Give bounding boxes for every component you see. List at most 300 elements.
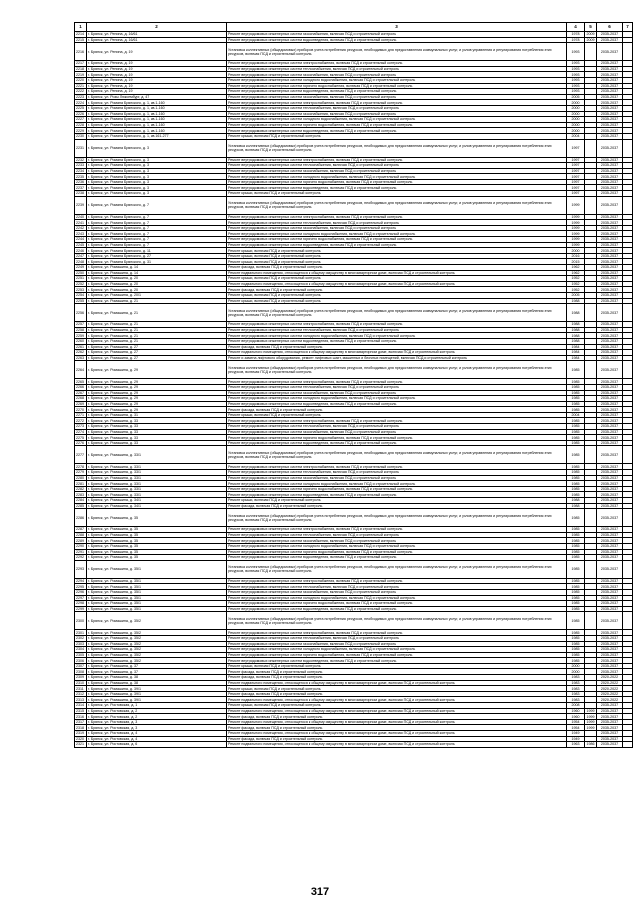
work-type-cell: Ремонт внутридомовых инженерных систем газоснабжения, включая ПСД и строительный контроль [227, 168, 567, 174]
planned-period-cell: 2035-2037 [597, 503, 623, 509]
row-number-cell: 2266 [75, 384, 87, 390]
work-type-cell: Ремонт внутридомовых инженерных систем электроснабжения, включая ПСД и строительный контроль [227, 157, 567, 163]
row-number-cell: 2241 [75, 220, 87, 226]
commission-year-cell: 1997 [567, 168, 585, 174]
address-cell: г. Брянск, ул. Ромашина, д. 35/1 [87, 584, 227, 590]
work-type-cell: Ремонт крыши, включая ПСД и строительный контроль [227, 686, 567, 692]
last-repair-year-cell: 1999 [586, 725, 595, 730]
address-cell: г. Брянск, ул. Романа Брянского, д. 1, кв.1-160 [87, 117, 227, 123]
row-number-cell: 2246 [75, 248, 87, 254]
row-number-cell: 2308 [75, 669, 87, 675]
table-row [75, 446, 633, 464]
planned-period-cell: 2035-2037 [597, 66, 623, 72]
row-number-cell: 2217 [75, 61, 87, 67]
commission-year-cell: 2000 [567, 111, 585, 117]
work-type-cell: Ремонт внутридомовых инженерных систем газоснабжения, включая ПСД и строительный контроль [227, 429, 567, 435]
work-type-cell: Ремонт внутридомовых инженерных систем теплоснабжения, включая ПСД и строительный контроль [227, 66, 567, 72]
work-type-cell: Ремонт внутридомовых инженерных систем холодного водоснабжения, включая ПСД и строительный контроль [227, 231, 567, 237]
planned-period-cell: 2035-2037 [597, 641, 623, 647]
planned-period-cell: 2035-2037 [597, 248, 623, 254]
commission-year-cell: 1997 [567, 174, 585, 180]
row-number-cell: 2289 [75, 538, 87, 544]
planned-period-cell: 2035-2037 [597, 287, 623, 293]
row-number-cell: 2277 [75, 446, 87, 464]
row-number-cell: 2280 [75, 475, 87, 481]
work-type-cell: Ремонт внутридомовых инженерных систем электроснабжения, включая ПСД и строительный контроль [227, 61, 567, 67]
work-type-cell: Установка коллективных (общедомовых) приборов учета потребления ресурсов, необходимых для предоставления коммунальных услуг, и узлов управления и регулирования потребления этих ресурсов, включая ПСД и строительный контроль [227, 446, 567, 464]
row-number-cell: 2236 [75, 179, 87, 185]
planned-period-cell: 2035-2037 [597, 714, 623, 720]
row-number-cell: 2287 [75, 527, 87, 533]
planned-period-cell: 2035-2037 [597, 527, 623, 533]
planned-period-cell: 2035-2037 [597, 584, 623, 590]
planned-period-cell: 2035-2037 [597, 214, 623, 220]
address-cell: г. Брянск, ул. Романа Брянского, д. 3 [87, 139, 227, 157]
row-number-cell: 2304 [75, 647, 87, 653]
planned-period-cell: 2035-2037 [597, 174, 623, 180]
address-cell: г. Брянск, ул. Романа Брянского, д. 7 [87, 214, 227, 220]
work-type-cell: Ремонт внутридомовых инженерных систем теплоснабжения, включая ПСД и строительный контроль [227, 163, 567, 169]
planned-period-cell: 2035-2037 [597, 185, 623, 191]
planned-period-cell: 2020-2022 [597, 691, 623, 697]
planned-period-cell: 2035-2037 [597, 549, 623, 555]
row-number-cell: 2245 [75, 242, 87, 248]
address-cell: г. Брянск, ул. Ромашина, д. 21 [87, 338, 227, 344]
planned-period-cell: 2035-2037 [597, 578, 623, 584]
commission-year-cell: 1985 [567, 407, 585, 413]
commission-year-cell: 1985 [567, 532, 585, 538]
work-type-cell: Ремонт внутридомовых инженерных систем холодного водоснабжения, включая ПСД и строительный контроль [227, 481, 567, 487]
row-number-cell: 2240 [75, 214, 87, 220]
planned-period-cell: 2035-2037 [597, 612, 623, 630]
work-type-cell: Ремонт внутридомовых инженерных систем водоотведения, включая ПСД и строительный контроль [227, 185, 567, 191]
row-number-cell: 2256 [75, 304, 87, 322]
address-cell: г. Брянск, ул. Ромашина, д. 39/1 [87, 686, 227, 692]
work-type-cell: Ремонт крыши, включая ПСД и строительный контроль [227, 663, 567, 669]
header-cell: 7 [623, 23, 633, 32]
address-cell: г. Брянск, ул. Романа Брянского, д. 1, кв.1-160 [87, 122, 227, 128]
planned-period-cell: 2035-2037 [597, 168, 623, 174]
row-number-cell: 2316 [75, 714, 87, 720]
row-number-cell: 2255 [75, 298, 87, 304]
planned-period-cell: 2035-2037 [597, 429, 623, 435]
commission-year-cell: 1949 [567, 731, 585, 737]
row-number-cell: 2288 [75, 532, 87, 538]
work-type-cell: Ремонт внутридомовых инженерных систем электроснабжения, включая ПСД и строительный контроль [227, 527, 567, 533]
commission-year-cell: 1952 [567, 281, 585, 287]
work-type-cell: Ремонт внутридомовых инженерных систем холодного водоснабжения, включая ПСД и строительный контроль [227, 174, 567, 180]
planned-period-cell: 2035-2037 [597, 703, 623, 709]
row-number-cell: 2319 [75, 731, 87, 737]
address-cell: г. Брянск, ул. Ромашина, д. 20 [87, 287, 227, 293]
work-type-cell: Ремонт внутридомовых инженерных систем горячего водоснабжения, включая ПСД и строительный контроль [227, 83, 567, 89]
row-number-cell: 2229 [75, 128, 87, 134]
planned-period-cell: 2035-2037 [597, 355, 623, 361]
planned-period-cell: 2035-2037 [597, 100, 623, 106]
work-type-cell: Ремонт внутридомовых инженерных систем электроснабжения, включая ПСД и строительный контроль [227, 379, 567, 385]
work-type-cell: Ремонт фасада, включая ПСД и строительный контроль [227, 691, 567, 697]
row-number-cell: 2275 [75, 435, 87, 441]
planned-period-cell: 2035-2037 [597, 128, 623, 134]
work-type-cell: Ремонт крыши, включая ПСД и строительный контроль [227, 292, 567, 298]
planned-period-cell: 2035-2037 [597, 231, 623, 237]
planned-period-cell: 2035-2037 [597, 122, 623, 128]
work-type-cell: Ремонт внутридомовых инженерных систем электроснабжения, включая ПСД и строительный контроль [227, 464, 567, 470]
work-type-cell: Ремонт крыши, включая ПСД и строительный контроль [227, 498, 567, 504]
planned-period-cell: 2035-2037 [597, 486, 623, 492]
row-number-cell: 2250 [75, 270, 87, 276]
row-number-cell: 2228 [75, 122, 87, 128]
last-repair-year-cell: 1999 [586, 720, 595, 725]
row-number-cell: 2281 [75, 481, 87, 487]
last-repair-year-cell: 1999 [586, 714, 595, 719]
address-cell: г. Брянск, ул. Романа Брянского, д. 3 [87, 191, 227, 197]
address-cell: г. Брянск, ул. Ромашина, д. 21 [87, 304, 227, 322]
address-cell: г. Брянск, ул. Ромашина, д. 35/2 [87, 612, 227, 630]
address-cell: г. Брянск, ул. Романа Брянского, д. 11 [87, 248, 227, 254]
work-type-cell: Ремонт подвального помещения, относящегося к общему имуществу в многоквартирном доме, включая ПСД и строительный контроль [227, 708, 567, 714]
last-repair-year-cell [585, 361, 597, 379]
address-cell: г. Брянск, ул. Ромашина, д. 33 [87, 424, 227, 430]
planned-period-cell: 2035-2037 [597, 708, 623, 714]
row-number-cell: 2233 [75, 163, 87, 169]
address-cell: г. Брянск, ул. Ромашина, д. 29 [87, 390, 227, 396]
row-number-cell: 2238 [75, 191, 87, 197]
commission-year-cell: 1993 [567, 66, 585, 72]
work-type-cell: Ремонт внутридомовых инженерных систем холодного водоснабжения, включая ПСД и строительный контроль [227, 595, 567, 601]
address-cell: г. Брянск, ул. Репина, д. 19 [87, 72, 227, 78]
address-cell: г. Брянск, ул. Ромашина, д. 34/1 [87, 503, 227, 509]
row-number-cell: 2297 [75, 595, 87, 601]
commission-year-cell: 1999 [567, 242, 585, 248]
commission-year-cell: 1993 [567, 83, 585, 89]
planned-period-cell: 2035-2037 [597, 736, 623, 742]
empty-cell [623, 446, 633, 464]
planned-period-cell: 2035-2037 [597, 77, 623, 83]
row-number-cell: 2298 [75, 601, 87, 607]
planned-period-cell: 2035-2037 [597, 163, 623, 169]
address-cell: г. Брянск, ул. Ромашина, д. 35/1 [87, 606, 227, 612]
row-number-cell: 2222 [75, 89, 87, 95]
commission-year-cell: 1985 [567, 589, 585, 595]
work-type-cell: Ремонт фасада, включая ПСД и строительный контроль [227, 725, 567, 731]
work-type-cell: Установка коллективных (общедомовых) приборов учета потребления ресурсов, необходимых для предоставления коммунальных услуг, и узлов управления и регулирования потребления этих ресурсов, включая ПСД и строительный контроль [227, 196, 567, 214]
row-number-cell: 2284 [75, 498, 87, 504]
work-type-cell: Ремонт внутридомовых инженерных систем теплоснабжения, включая ПСД и строительный контроль [227, 584, 567, 590]
empty-cell [623, 139, 633, 157]
work-type-cell: Ремонт внутридомовых инженерных систем электроснабжения, включая ПСД и строительный контроль [227, 578, 567, 584]
planned-period-cell: 2035-2037 [597, 424, 623, 430]
address-cell: г. Брянск, ул. Романа Брянского, д. 3 [87, 168, 227, 174]
commission-year-cell: 1993 [567, 72, 585, 78]
row-number-cell: 2224 [75, 100, 87, 106]
commission-year-cell: 1985 [567, 509, 585, 527]
header-cell: 6 [597, 23, 623, 32]
planned-period-cell: 2035-2037 [597, 647, 623, 653]
work-type-cell: Ремонт внутридомовых инженерных систем водоотведения, включая ПСД и строительный контроль [227, 128, 567, 134]
commission-year-cell: 1985 [567, 595, 585, 601]
planned-period-cell: 2035-2037 [597, 498, 623, 504]
row-number-cell: 2282 [75, 486, 87, 492]
commission-year-cell: 1985 [567, 418, 585, 424]
last-repair-year-cell [585, 446, 597, 464]
row-number-cell: 2269 [75, 401, 87, 407]
commission-year-cell: 1988 [567, 327, 585, 333]
planned-period-cell: 2035-2037 [597, 481, 623, 487]
work-type-cell: Ремонт подвального помещения, относящегося к общему имуществу в многоквартирном доме, включая ПСД и строительный контроль [227, 350, 567, 356]
work-type-cell: Установка коллективных (общедомовых) приборов учета потребления ресурсов, необходимых для предоставления коммунальных услуг, и узлов управления и регулирования потребления этих ресурсов, включая ПСД и строительный контроль [227, 509, 567, 527]
program-table-container [74, 22, 632, 748]
header-cell: 1 [75, 23, 87, 32]
commission-year-cell: 1985 [567, 475, 585, 481]
commission-year-cell: 2000 [567, 100, 585, 106]
commission-year-cell: 1999 [567, 220, 585, 226]
planned-period-cell: 2035-2037 [597, 532, 623, 538]
row-number-cell: 2294 [75, 578, 87, 584]
work-type-cell: Ремонт внутридомовых инженерных систем газоснабжения, включая ПСД и строительный контроль [227, 475, 567, 481]
planned-period-cell: 2035-2037 [597, 333, 623, 339]
work-type-cell: Ремонт внутридомовых инженерных систем водоотведения, включая ПСД и строительный контроль [227, 401, 567, 407]
planned-period-cell: 2035-2037 [597, 492, 623, 498]
address-cell: г. Брянск, ул. Романа Брянского, д. 7 [87, 225, 227, 231]
planned-period-cell: 2035-2037 [597, 725, 623, 731]
work-type-cell: Ремонт подвального помещения, относящегося к общему имуществу в многоквартирном доме, включая ПСД и строительный контроль [227, 742, 567, 748]
address-cell: г. Брянск, ул. Репина, д. 19 [87, 77, 227, 83]
commission-year-cell: 1993 [567, 77, 585, 83]
row-number-cell: 2259 [75, 333, 87, 339]
address-cell: г. Брянск, ул. Ростовская, д. 3 [87, 719, 227, 725]
row-number-cell: 2311 [75, 686, 87, 692]
commission-year-cell: 1985 [567, 538, 585, 544]
row-number-cell: 2225 [75, 105, 87, 111]
row-number-cell: 2262 [75, 350, 87, 356]
address-cell: г. Брянск, ул. Ромашина, д. 29 [87, 384, 227, 390]
table-row [75, 509, 633, 527]
work-type-cell: Ремонт внутридомовых инженерных систем холодного водоснабжения, включая ПСД и строительный контроль [227, 77, 567, 83]
commission-year-cell: 1954 [567, 725, 585, 731]
work-type-cell: Ремонт внутридомовых инженерных систем газоснабжения, включая ПСД и строительный контроль [227, 390, 567, 396]
table-row [75, 742, 633, 748]
row-number-cell: 2239 [75, 196, 87, 214]
commission-year-cell: 1978 [567, 32, 585, 38]
row-number-cell: 2273 [75, 424, 87, 430]
address-cell: г. Брянск, ул. Романа Брянского, д. 7 [87, 242, 227, 248]
work-type-cell: Ремонт фасада, включая ПСД и строительный контроль [227, 736, 567, 742]
row-number-cell: 2221 [75, 83, 87, 89]
address-cell: г. Брянск, ул. Розы Люксембург, д. 47 [87, 94, 227, 100]
commission-year-cell: 1962 [567, 265, 585, 271]
work-type-cell: Ремонт внутридомовых инженерных систем газоснабжения, включая ПСД и строительный контроль [227, 72, 567, 78]
commission-year-cell: 1985 [567, 429, 585, 435]
planned-period-cell: 2035-2037 [597, 440, 623, 446]
row-number-cell: 2312 [75, 691, 87, 697]
work-type-cell: Ремонт внутридомовых инженерных систем горячего водоснабжения, включая ПСД и строительный контроль [227, 122, 567, 128]
row-number-cell: 2292 [75, 555, 87, 561]
commission-year-cell: 1983 [567, 691, 585, 697]
empty-cell [623, 560, 633, 578]
row-number-cell: 2216 [75, 43, 87, 61]
row-number-cell: 2271 [75, 412, 87, 418]
commission-year-cell: 1999 [567, 196, 585, 214]
planned-period-cell: 2035-2037 [597, 635, 623, 641]
empty-cell [623, 43, 633, 61]
address-cell: г. Брянск, ул. Ромашина, д. 34/1 [87, 498, 227, 504]
planned-period-cell: 2035-2037 [597, 225, 623, 231]
work-type-cell: Ремонт внутридомовых инженерных систем горячего водоснабжения, включая ПСД и строительный контроль [227, 652, 567, 658]
row-number-cell: 2237 [75, 185, 87, 191]
planned-period-cell: 2035-2037 [597, 361, 623, 379]
planned-period-cell: 2035-2037 [597, 418, 623, 424]
address-cell: г. Брянск, ул. Ромашина, д. 21 [87, 298, 227, 304]
address-cell: г. Брянск, ул. Ромашина, д. 37 [87, 663, 227, 669]
address-cell: г. Брянск, ул. Романа Брянского, д. 27 [87, 253, 227, 259]
address-cell: г. Брянск, ул. Романа Брянского, д. 1, кв.1-160 [87, 100, 227, 106]
address-cell: г. Брянск, ул. Ромашина, д. 27 [87, 350, 227, 356]
work-type-cell: Ремонт внутридомовых инженерных систем газоснабжения, включая ПСД и строительный контроль [227, 111, 567, 117]
commission-year-cell: 1999 [567, 231, 585, 237]
work-type-cell: Ремонт крыши, включая ПСД и строительный контроль [227, 253, 567, 259]
work-type-cell: Ремонт внутридомовых инженерных систем газоснабжения, включая ПСД и строительный контроль [227, 94, 567, 100]
commission-year-cell: 2000 [567, 128, 585, 134]
planned-period-cell: 2035-2037 [597, 270, 623, 276]
commission-year-cell: 1985 [567, 658, 585, 664]
address-cell: г. Брянск, ул. Ромашина, д. 21 [87, 327, 227, 333]
commission-year-cell: 1993 [567, 61, 585, 67]
table-row [75, 196, 633, 214]
row-number-cell: 2219 [75, 72, 87, 78]
commission-year-cell: 1988 [567, 322, 585, 328]
empty-cell [623, 304, 633, 322]
row-number-cell: 2279 [75, 470, 87, 476]
commission-year-cell: 1997 [567, 139, 585, 157]
row-number-cell: 2232 [75, 157, 87, 163]
commission-year-cell: 2000 [567, 105, 585, 111]
work-type-cell: Ремонт внутридомовых инженерных систем теплоснабжения, включая ПСД и строительный контроль [227, 470, 567, 476]
row-number-cell: 2314 [75, 703, 87, 709]
row-number-cell: 2309 [75, 675, 87, 681]
work-type-cell: Ремонт внутридомовых инженерных систем газоснабжения, включая ПСД и строительный контроль [227, 589, 567, 595]
planned-period-cell: 2035-2037 [597, 350, 623, 356]
planned-period-cell: 2035-2037 [597, 37, 623, 43]
address-cell: г. Брянск, ул. Ромашина, д. 35 [87, 543, 227, 549]
commission-year-cell: 1997 [567, 163, 585, 169]
address-cell: г. Брянск, ул. Ромашина, д. 29 [87, 407, 227, 413]
work-type-cell: Ремонт фасада, включая ПСД и строительный контроль [227, 714, 567, 720]
commission-year-cell: 1985 [567, 435, 585, 441]
planned-period-cell: 2035-2037 [597, 237, 623, 243]
address-cell: г. Брянск, ул. Романа Брянского, д. 31 [87, 259, 227, 265]
empty-cell [623, 196, 633, 214]
header-cell: 2 [87, 23, 227, 32]
work-type-cell: Ремонт крыши, включая ПСД и строительный контроль [227, 259, 567, 265]
commission-year-cell: 1949 [567, 736, 585, 742]
row-number-cell: 2235 [75, 174, 87, 180]
commission-year-cell: 1985 [567, 464, 585, 470]
planned-period-cell: 2035-2037 [597, 475, 623, 481]
row-number-cell: 2214 [75, 32, 87, 38]
address-cell: г. Брянск, ул. Романа Брянского, д. 7 [87, 220, 227, 226]
work-type-cell: Ремонт внутридомовых инженерных систем теплоснабжения, включая ПСД и строительный контроль [227, 384, 567, 390]
planned-period-cell: 2035-2037 [597, 658, 623, 664]
commission-year-cell: 2004 [567, 133, 585, 139]
planned-period-cell: 2035-2037 [597, 242, 623, 248]
row-number-cell: 2264 [75, 361, 87, 379]
work-type-cell: Ремонт внутридомовых инженерных систем водоотведения, включая ПСД и строительный контроль [227, 606, 567, 612]
commission-year-cell: 2000 [567, 669, 585, 675]
work-type-cell: Ремонт внутридомовых инженерных систем теплоснабжения, включая ПСД и строительный контроль [227, 220, 567, 226]
address-cell: г. Брянск, ул. Ромашина, д. 37 [87, 669, 227, 675]
row-number-cell: 2320 [75, 736, 87, 742]
planned-period-cell: 2035-2037 [597, 32, 623, 38]
work-type-cell: Ремонт крыши, включая ПСД и строительный контроль [227, 133, 567, 139]
work-type-cell: Ремонт фасада, включая ПСД и строительный контроль [227, 344, 567, 350]
work-type-cell: Ремонт внутридомовых инженерных систем электроснабжения, включая ПСД и строительный контроль [227, 214, 567, 220]
row-number-cell: 2263 [75, 355, 87, 361]
row-number-cell: 2318 [75, 725, 87, 731]
commission-year-cell: 1983 [567, 675, 585, 681]
commission-year-cell: 1985 [567, 578, 585, 584]
work-type-cell: Ремонт фасада, включая ПСД и строительный контроль [227, 265, 567, 271]
commission-year-cell: 1993 [567, 43, 585, 61]
planned-period-cell: 2035-2037 [597, 446, 623, 464]
planned-period-cell: 2035-2037 [597, 555, 623, 561]
work-type-cell: Ремонт подвального помещения, относящегося к общему имуществу в многоквартирном доме, включая ПСД и строительный контроль [227, 281, 567, 287]
commission-year-cell: 1962 [567, 270, 585, 276]
row-number-cell: 2223 [75, 94, 87, 100]
work-type-cell: Ремонт внутридомовых инженерных систем теплоснабжения, включая ПСД и строительный контроль [227, 635, 567, 641]
commission-year-cell: 1984 [567, 344, 585, 350]
row-number-cell: 2265 [75, 379, 87, 385]
address-cell: г. Брянск, ул. Ромашина, д. 20 [87, 276, 227, 282]
address-cell: г. Брянск, ул. Романа Брянского, д. 1, кв.1-160 [87, 111, 227, 117]
work-type-cell: Ремонт крыши, включая ПСД и строительный контроль [227, 191, 567, 197]
row-number-cell: 2244 [75, 237, 87, 243]
row-number-cell: 2242 [75, 225, 87, 231]
planned-period-cell: 2035-2037 [597, 384, 623, 390]
work-type-cell: Ремонт внутридомовых инженерных систем теплоснабжения, включая ПСД и строительный контроль [227, 105, 567, 111]
row-number-cell: 2293 [75, 560, 87, 578]
work-type-cell: Ремонт внутридомовых инженерных систем холодного водоснабжения, включая ПСД и строительный контроль [227, 396, 567, 402]
work-type-cell: Ремонт внутридомовых инженерных систем водоотведения, включая ПСД и строительный контроль [227, 37, 567, 43]
planned-period-cell: 2035-2037 [597, 595, 623, 601]
commission-year-cell: 1985 [567, 641, 585, 647]
table-row [75, 361, 633, 379]
planned-period-cell: 2035-2037 [597, 139, 623, 157]
commission-year-cell: 1985 [567, 647, 585, 653]
work-type-cell: Ремонт внутридомовых инженерных систем водоотведения, включая ПСД и строительный контроль [227, 338, 567, 344]
address-cell: г. Брянск, ул. Репина, д. 16/61 [87, 32, 227, 38]
address-cell: г. Брянск, ул. Ростовская, д. 2 [87, 708, 227, 714]
commission-year-cell: 1985 [567, 481, 585, 487]
work-type-cell: Ремонт внутридомовых инженерных систем холодного водоснабжения, включая ПСД и строительный контроль [227, 117, 567, 123]
address-cell: г. Брянск, ул. Ростовская, д. 4 [87, 736, 227, 742]
work-type-cell: Ремонт внутридомовых инженерных систем газоснабжения, включая ПСД и строительный контроль [227, 641, 567, 647]
planned-period-cell: 2035-2037 [597, 435, 623, 441]
commission-year-cell: 1985 [567, 470, 585, 476]
work-type-cell: Ремонт подвального помещения, относящегося к общему имуществу в многоквартирном доме, включая ПСД и строительный контроль [227, 680, 567, 686]
address-cell: г. Брянск, ул. Ромашина, д. 21 [87, 322, 227, 328]
work-type-cell: Установка коллективных (общедомовых) приборов учета потребления ресурсов, необходимых для предоставления коммунальных услуг, и узлов управления и регулирования потребления этих ресурсов, включая ПСД и строительный контроль [227, 139, 567, 157]
address-cell: г. Брянск, ул. Репина, д. 19 [87, 43, 227, 61]
planned-period-cell: 2035-2037 [597, 338, 623, 344]
work-type-cell: Ремонт крыши, включая ПСД и строительный контроль [227, 298, 567, 304]
planned-period-cell: 2035-2037 [597, 606, 623, 612]
planned-period-cell: 2035-2037 [597, 538, 623, 544]
address-cell: г. Брянск, ул. Романа Брянского, д. 7 [87, 237, 227, 243]
row-number-cell: 2301 [75, 630, 87, 636]
row-number-cell: 2317 [75, 719, 87, 725]
header-cell: 3 [227, 23, 567, 32]
